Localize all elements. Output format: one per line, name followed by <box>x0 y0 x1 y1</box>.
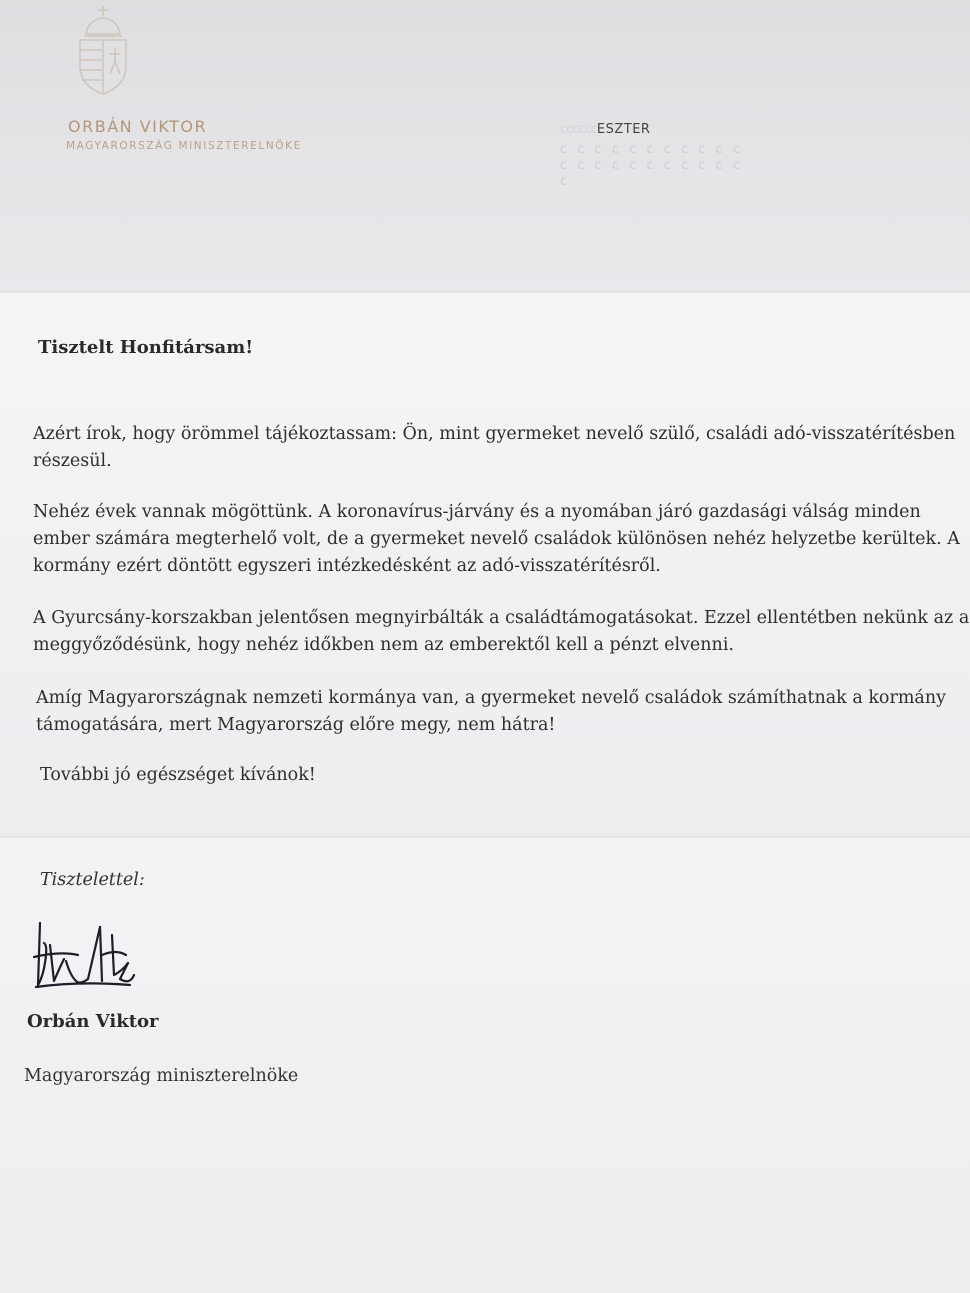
coat-of-arms-icon <box>74 4 132 96</box>
regards: Tisztelettel: <box>40 870 145 890</box>
body-paragraph: A Gyurcsány-korszakban jelentősen megnyirbálták a családtámogatásokat. Ezzel ellentétben nekünk az a meggyőződésünk, hogy nehéz időkben nem az emberektől kell a pénzt elvenni. <box>33 608 970 655</box>
body-paragraph: Amíg Magyarországnak nemzeti kormánya van, a gyermeket nevelő családok számíthatnak a kormány támogatására, mert Magyarország előre megy, nem hátra! <box>36 688 947 735</box>
salutation: Tisztelt Honfitársam! <box>38 337 254 358</box>
letter-bottom-fold <box>0 837 970 1293</box>
fold-crease <box>0 836 970 838</box>
signer-name: Orbán Viktor <box>27 1011 159 1032</box>
body-paragraph: Azért írok, hogy örömmel tájékoztassam: Ön, mint gyermeket nevelő szülő, családi adó-visszatérítésben részesül. <box>33 424 956 471</box>
sender-title: MAGYARORSZÁG MINISZTERELNÖKE <box>66 140 302 152</box>
signer-title: Magyarország miniszterelnöke <box>24 1066 299 1086</box>
closing-wish: További jó egészséget kívánok! <box>40 765 316 785</box>
redacted-address: c c c c c c c c c c c c c c c c c c c c c c c <box>560 142 743 189</box>
recipient-name: ESZTER <box>596 122 651 137</box>
sender-name: ORBÁN VIKTOR <box>68 117 208 136</box>
redacted-text: cccccc <box>560 122 597 137</box>
handwritten-signature <box>30 915 140 995</box>
fold-crease <box>0 291 970 293</box>
body-paragraph: Nehéz évek vannak mögöttünk. A koronavírus-járvány és a nyomában járó gazdasági válság minden ember számára megterhelő volt, de a gyermeket nevelő családok különösen nehéz helyzetbe kerültek. A kormány ezért döntött egyszeri intézkedésként az adó-visszatérítésről. <box>33 502 960 576</box>
recipient-address <box>560 118 800 192</box>
